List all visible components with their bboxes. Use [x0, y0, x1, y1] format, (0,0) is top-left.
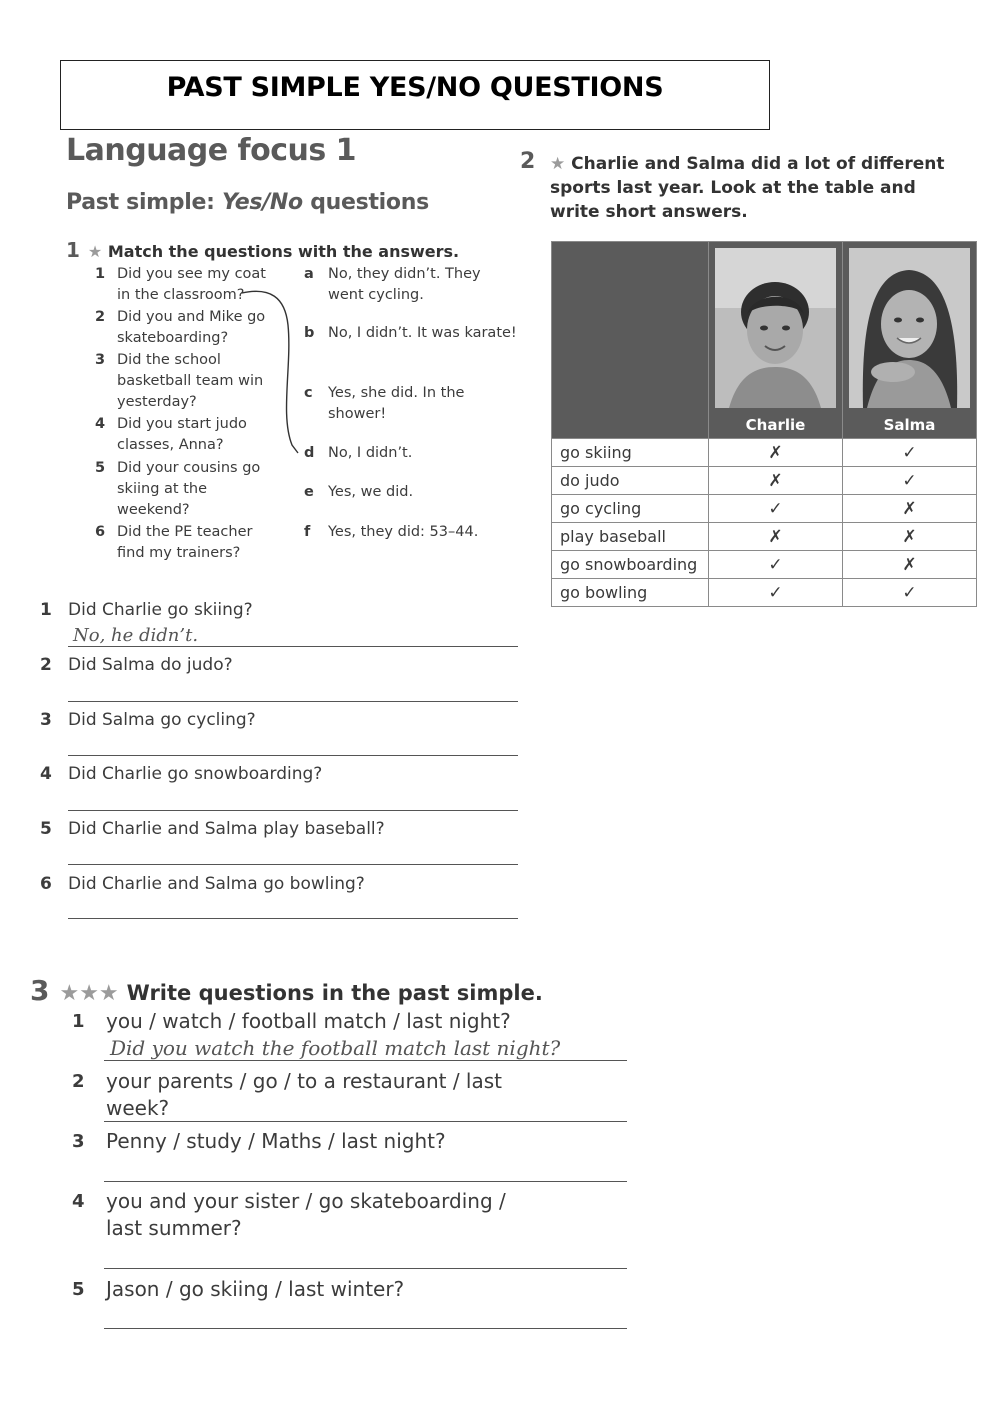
mark-salma: ✓	[843, 579, 977, 607]
answer-line[interactable]	[104, 1121, 627, 1122]
star-icon: ★	[87, 242, 103, 261]
answer-line[interactable]	[104, 1268, 627, 1269]
answer-line[interactable]	[68, 755, 518, 756]
exercise-number: 1	[66, 238, 80, 262]
mark-salma: ✗	[843, 551, 977, 579]
section-title: Language focus 1	[66, 133, 357, 168]
exercise-3-instruction: Write questions in the past simple.	[126, 981, 543, 1005]
table-row: play baseball ✗ ✗	[552, 523, 977, 551]
person-name: Salma	[883, 416, 936, 434]
answer-line[interactable]	[104, 1181, 627, 1182]
answer-line[interactable]	[68, 646, 518, 647]
answer-line[interactable]	[68, 701, 518, 702]
star-icon: ★★★	[59, 981, 119, 1006]
boy-photo-icon	[709, 242, 842, 438]
sports-table	[551, 241, 977, 607]
mark-salma: ✗	[843, 523, 977, 551]
answer-line[interactable]	[68, 864, 518, 865]
exercise-number: 2	[520, 149, 536, 174]
answer-line[interactable]	[68, 810, 518, 811]
exercise-number: 3	[30, 974, 50, 1007]
table-header-row	[552, 242, 977, 439]
photo-charlie	[709, 242, 843, 439]
mark-charlie: ✓	[709, 551, 843, 579]
exercise-1-heading	[66, 238, 459, 262]
table-row: do judo ✗ ✓	[552, 467, 977, 495]
page-title: PAST SIMPLE YES/NO QUESTIONS	[166, 72, 664, 103]
mark-salma: ✓	[843, 439, 977, 467]
mark-salma: ✗	[843, 495, 977, 523]
table-row: go skiing ✗ ✓	[552, 439, 977, 467]
answer-field[interactable]: No, he didn’t.	[73, 625, 199, 646]
mark-charlie: ✓	[709, 495, 843, 523]
person-name: Charlie	[745, 416, 806, 434]
mark-charlie: ✗	[709, 439, 843, 467]
photo-salma	[843, 242, 977, 439]
mark-charlie: ✗	[709, 523, 843, 551]
mark-charlie: ✗	[709, 467, 843, 495]
answer-line[interactable]	[104, 1328, 627, 1329]
table-row: go bowling ✓ ✓	[552, 579, 977, 607]
girl-photo-icon	[843, 242, 976, 438]
mark-salma: ✓	[843, 467, 977, 495]
exercise-1-instruction: Match the questions with the answers.	[107, 242, 460, 261]
star-icon: ★	[550, 154, 566, 174]
mark-charlie: ✓	[709, 579, 843, 607]
answer-line[interactable]	[104, 1060, 627, 1061]
section-subtitle: Past simple: Yes/No questions	[66, 190, 429, 215]
exercise-3-heading	[30, 974, 543, 1007]
exercise-2-instruction: Charlie and Salma did a lot of different sports last year. Look at the table and write short answers.	[550, 154, 945, 222]
answer-line[interactable]	[68, 918, 518, 919]
match-line	[240, 285, 305, 460]
table-row: go cycling ✓ ✗	[552, 495, 977, 523]
table-row: go snowboarding ✓ ✗	[552, 551, 977, 579]
answer-field[interactable]: Did you watch the football match last night?	[110, 1036, 561, 1060]
